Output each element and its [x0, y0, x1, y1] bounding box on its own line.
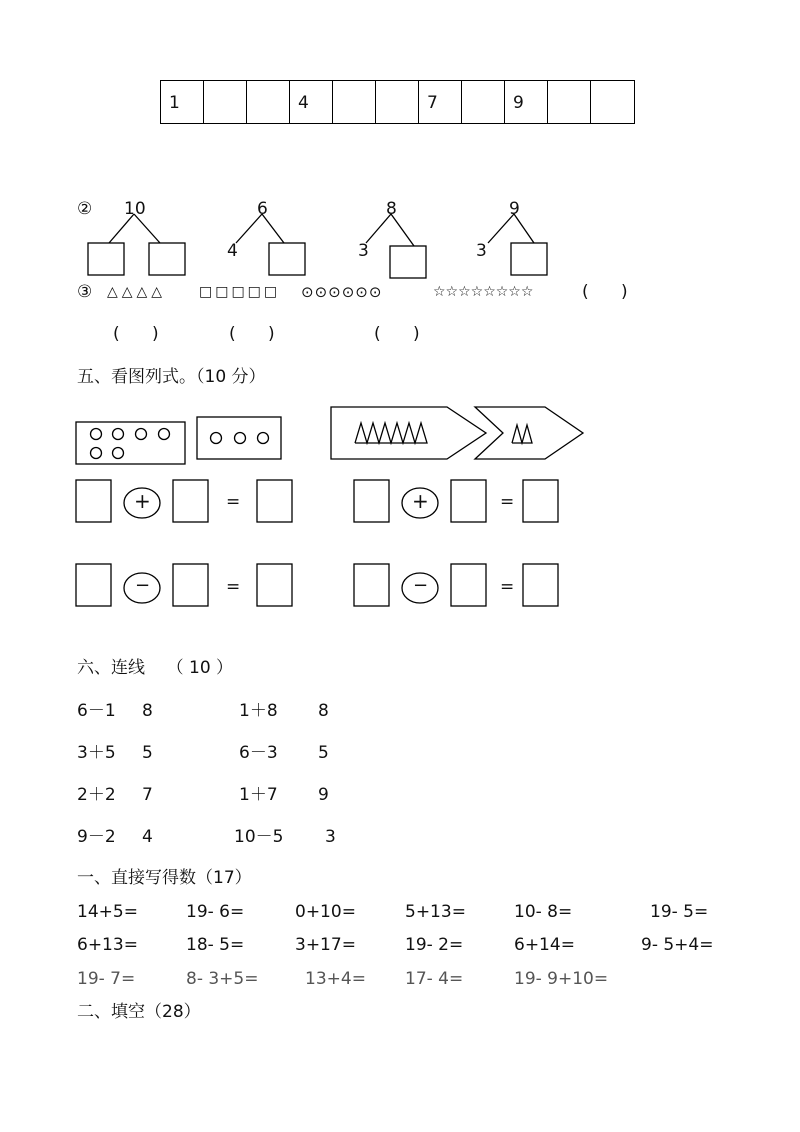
triangles-group — [355, 423, 427, 443]
sequence-cell[interactable]: 4 — [290, 81, 333, 123]
sequence-cell[interactable]: 7 — [419, 81, 462, 123]
arithmetic-problem[interactable]: 19- 5= — [650, 902, 709, 922]
answer-box — [257, 480, 292, 522]
minus-sign: − — [413, 575, 429, 596]
triangle-group: △△△△ — [107, 284, 167, 300]
answer-box — [354, 480, 389, 522]
arithmetic-problem[interactable]: 14+5= — [77, 902, 138, 922]
match-value[interactable]: 4 — [142, 827, 153, 847]
answer-box — [173, 564, 208, 606]
circle-icon — [91, 429, 102, 440]
sequence-cell[interactable]: 9 — [505, 81, 548, 123]
arithmetic-problem[interactable]: 19- 6= — [186, 902, 245, 922]
sequence-cell[interactable]: 1 — [161, 81, 204, 123]
answer-box — [354, 564, 389, 606]
bond-answer-box — [511, 243, 547, 275]
circle-icon — [113, 429, 124, 440]
match-value[interactable]: 5 — [318, 743, 329, 763]
star-group: ☆☆☆☆☆☆☆☆ — [433, 284, 534, 300]
arrow-shape — [331, 407, 486, 459]
match-value[interactable]: 9 — [318, 785, 329, 805]
arithmetic-problem[interactable]: 6+13= — [77, 935, 138, 955]
bond-answer-box — [269, 243, 305, 275]
arithmetic-problem[interactable]: 18- 5= — [186, 935, 245, 955]
answer-box — [523, 564, 558, 606]
minus-sign: − — [135, 575, 151, 596]
equals-sign: = — [226, 577, 241, 597]
arithmetic-problem[interactable]: 9- 5+4= — [641, 935, 714, 955]
circle-icon — [258, 433, 269, 444]
section-2-title: 二、填空（28） — [77, 1002, 201, 1022]
arithmetic-problem[interactable]: 19- 7= — [77, 969, 136, 989]
answer-paren[interactable]: ( ) — [229, 324, 275, 344]
match-value[interactable]: 8 — [142, 701, 153, 721]
arithmetic-problem[interactable]: 6+14= — [514, 935, 575, 955]
bond-answer-box — [88, 243, 124, 275]
answer-box — [523, 480, 558, 522]
circle-icon — [211, 433, 222, 444]
match-expression[interactable]: 1＋7 — [239, 785, 278, 805]
answer-paren[interactable]: ( ) — [582, 282, 628, 302]
circle-icon — [91, 448, 102, 459]
bond-left-number: 3 — [476, 241, 487, 261]
match-expression[interactable]: 1＋8 — [239, 701, 278, 721]
match-expression[interactable]: 3＋5 — [77, 743, 116, 763]
match-expression[interactable]: 6－3 — [239, 743, 278, 763]
equals-sign: = — [500, 492, 515, 512]
match-value[interactable]: 7 — [142, 785, 153, 805]
arithmetic-problem[interactable]: 10- 8= — [514, 902, 573, 922]
match-expression[interactable]: 10－5 — [234, 827, 284, 847]
bond-answer-box — [390, 246, 426, 278]
answer-box — [173, 480, 208, 522]
arithmetic-problem[interactable]: 3+17= — [295, 935, 356, 955]
section-6-title: 六、连线 （ 10 ） — [77, 658, 234, 678]
match-value[interactable]: 5 — [142, 743, 153, 763]
square-group: □□□□□ — [199, 284, 281, 300]
circle-icon — [136, 429, 147, 440]
circle-dot-group: ⊙⊙⊙⊙⊙⊙ — [301, 283, 383, 301]
answer-box — [451, 564, 486, 606]
circle-icon — [235, 433, 246, 444]
bond-left-number: 3 — [358, 241, 369, 261]
question-2-marker: ② — [77, 199, 93, 219]
match-value[interactable]: 3 — [325, 827, 336, 847]
bond-top-number: 6 — [257, 199, 268, 219]
bond-top-number: 8 — [386, 199, 397, 219]
answer-box — [76, 564, 111, 606]
bond-top-number: 9 — [509, 199, 520, 219]
arithmetic-problem[interactable]: 19- 9+10= — [514, 969, 609, 989]
circle-icon — [113, 448, 124, 459]
bond-top-number: 10 — [124, 199, 146, 219]
plus-sign: + — [134, 489, 151, 513]
section-5-title: 五、看图列式。（10 分） — [77, 367, 266, 387]
arithmetic-problem[interactable]: 19- 2= — [405, 935, 464, 955]
section-1-title: 一、直接写得数（17） — [77, 868, 252, 888]
triangles-group — [512, 425, 532, 443]
arithmetic-problem[interactable]: 0+10= — [295, 902, 356, 922]
arithmetic-problem[interactable]: 13+4= — [305, 969, 366, 989]
answer-paren[interactable]: ( ) — [374, 324, 420, 344]
answer-paren[interactable]: ( ) — [113, 324, 159, 344]
arithmetic-problem[interactable]: 5+13= — [405, 902, 466, 922]
plus-sign: + — [412, 489, 429, 513]
bond-left-number: 4 — [227, 241, 238, 261]
match-expression[interactable]: 6－1 — [77, 701, 116, 721]
arithmetic-problem[interactable]: 8- 3+5= — [186, 969, 259, 989]
answer-box — [76, 480, 111, 522]
equals-sign: = — [500, 577, 515, 597]
bond-answer-box — [149, 243, 185, 275]
equals-sign: = — [226, 492, 241, 512]
answer-box — [257, 564, 292, 606]
match-expression[interactable]: 9－2 — [77, 827, 116, 847]
match-expression[interactable]: 2＋2 — [77, 785, 116, 805]
answer-box — [451, 480, 486, 522]
match-value[interactable]: 8 — [318, 701, 329, 721]
circle-icon — [159, 429, 170, 440]
question-3-marker: ③ — [77, 282, 93, 302]
arithmetic-problem[interactable]: 17- 4= — [405, 969, 464, 989]
